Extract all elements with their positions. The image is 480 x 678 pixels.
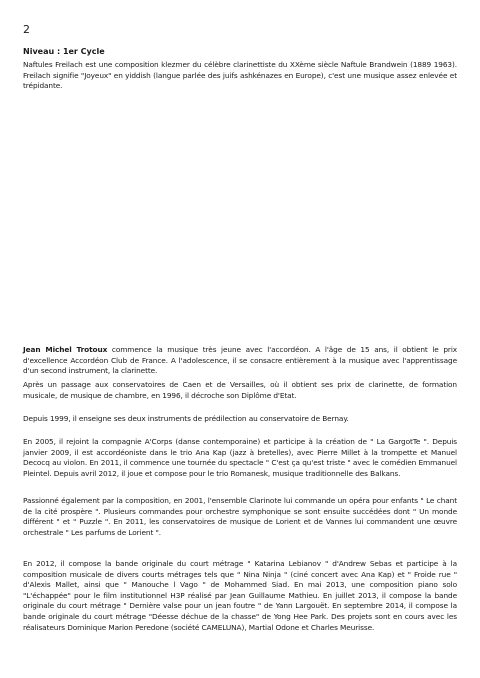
level-heading: Niveau : 1er Cycle [23, 47, 105, 56]
bio-paragraph-5: Passionné également par la composition, en 2001, l'ensemble Clarinote lui commande un opéra pour enfants " Le chant de la cité prospère ". Plusieurs commandes pour orchestre symphonique se sont ensuite succédées dont " Un monde différent " et " Puzzle ". En 2011, les conservatoires de musique de Lorient et de Vannes lui commandent une œuvre orchestrale " Les parfums de Lorient ". [23, 496, 457, 537]
bio-paragraph-1-text: commence la musique très jeune avec l'accordéon. A l'âge de 15 ans, il obtient le prix d'excellence Accordéon Club de France. A l'adolescence, il se consacre entièrement à la musique avec l'apprentissage d'un second instrument, la clarinette. [23, 345, 458, 376]
bio-paragraph-4: En 2005, il rejoint la compagnie A'Corps (danse contemporaine) et participe à la création de " La GargotTe ". Depuis janvier 2009, il est accordéoniste dans le trio Ana Kap (jazz à bretelles), avec Pierre Millet à la trompette et Manuel Decocq au violon. En 2011, il commence une tournée du spectacle " C'est ça qu'est triste " avec le comédien Emmanuel Pleintel. Depuis avril 2012, il joue et compose pour le trio Romanesk, musique traditionnelle des Balkans. [23, 437, 457, 478]
page-number: 2 [23, 23, 30, 36]
intro-paragraph: Naftules Freilach est une composition klezmer du célèbre clarinettiste du XXème siècle Naftule Brandwein (1889 1963). Freilach signifie "Joyeux" en yiddish (langue parlée des juifs ashkénazes en Europe), c'est une musique assez enlevée et trépidante. [23, 60, 457, 91]
bio-paragraph-2: Après un passage aux conservatoires de Caen et de Versailles, où il obtient ses prix de clarinette, de formation musicale, de musique de chambre, en 1996, il décroche son Diplôme d'Etat. [23, 380, 457, 400]
composer-name: Jean Michel Trotoux [23, 345, 108, 354]
bio-paragraph-1 [23, 345, 457, 377]
bio-paragraph-3: Depuis 1999, il enseigne ses deux instruments de prédilection au conservatoire de Bernay. [23, 414, 349, 423]
bio-paragraph-6: En 2012, il compose la bande originale du court métrage " Katarina Lebianov " d'Andrew Sebas et participe à la composition musicale de divers courts métrages tels que " Nina Ninja " (ciné concert avec Ana Kap) et " Froide rue " d'Alexis Mallet, ainsi que " Manouche l Vago " de Mohammed Siad. En mai 2013, une composition piano solo "L'échappée" pour le film institutionnel H3P réalisé par Jean Guillaume Mathieu. En juillet 2013, il compose la bande originale du court métrage " Dernière valse pour un jean foutre " de Yann Largouët. En septembre 2014, il compose la bande originale du court métrage "Déesse déchue de la chasse" de Yong Hee Park. Des projets sont en cours avec les réalisateurs Dominique Marion Peredone (société CAMELUNA), Martial Odone et Charles Meurisse. [23, 559, 457, 632]
